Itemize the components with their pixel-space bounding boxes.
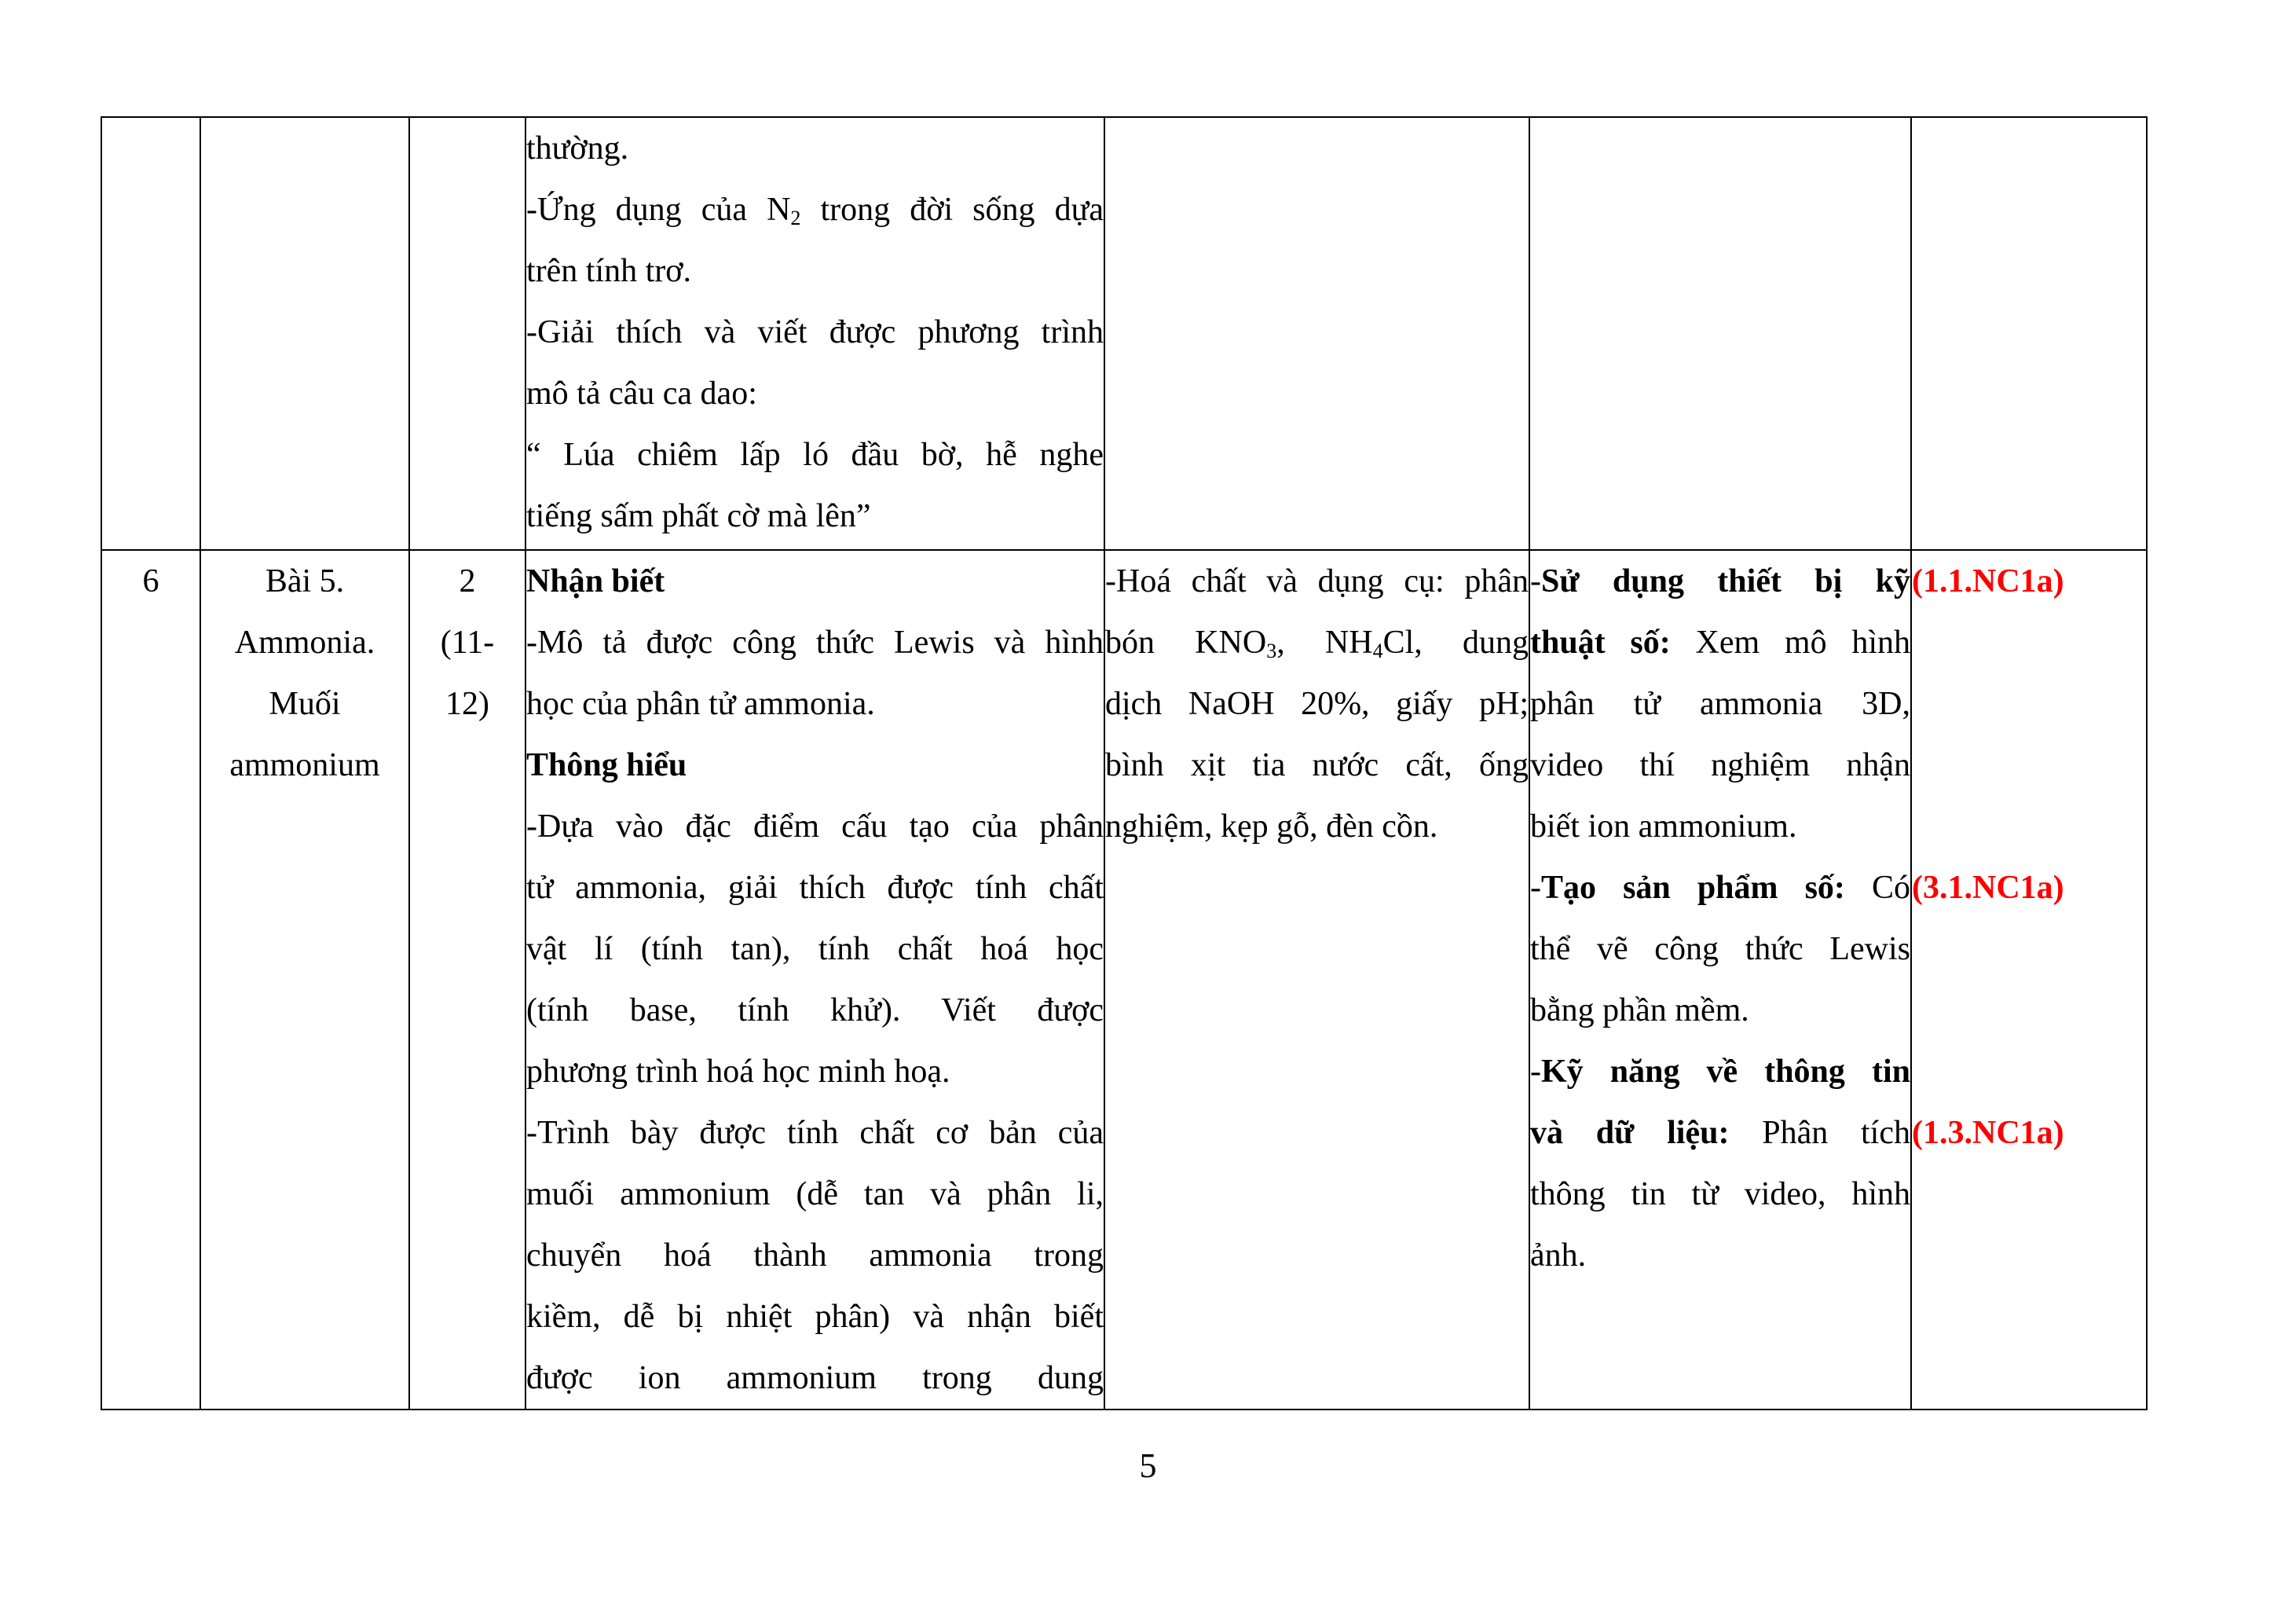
text-line: thuật số: Xem mô hình	[1530, 625, 1910, 661]
periods-line: 2	[459, 563, 476, 599]
cell-digital-competence	[1529, 550, 1911, 1410]
text-line: -Ứng dụng của $N_2$ trong đời sống dựa	[526, 192, 1104, 229]
text-line: -Dựa vào đặc điểm cấu tạo của phân	[526, 808, 1104, 845]
text-line: ảnh.	[1530, 1237, 1587, 1274]
heading-recognition: Nhận biết	[526, 563, 665, 599]
lesson-line: Muối	[269, 686, 341, 722]
text-line: -Trình bày được tính chất cơ bản của	[526, 1115, 1104, 1151]
text-line: -Kỹ năng về thông tin	[1530, 1054, 1910, 1090]
table-row-continued	[101, 117, 2147, 550]
cell-equipment	[1104, 550, 1529, 1410]
periods-line: (11-	[440, 625, 495, 661]
lesson-line: Ammonia.	[234, 625, 375, 661]
text-line: phương trình hoá học minh hoạ.	[526, 1054, 950, 1090]
text-line: vật lí (tính tan), tính chất hoá học	[526, 931, 1104, 967]
text-line: -Hoá chất và dụng cụ: phân	[1105, 563, 1529, 599]
text-line: tử ammonia, giải thích được tính chất	[526, 870, 1104, 906]
cell-stt	[101, 550, 200, 1410]
lesson-line: Bài 5.	[265, 563, 345, 599]
periods-line: 12)	[445, 686, 489, 722]
text-line: thông tin từ video, hình	[1530, 1176, 1910, 1212]
text-line: dịch NaOH 20%, giấy pH;	[1105, 686, 1529, 722]
table-row-6	[101, 550, 2147, 1410]
text-line: trên tính trơ.	[526, 253, 691, 289]
text-line: thể vẽ công thức Lewis	[1530, 931, 1910, 967]
text-line: phân tử ammonia 3D,	[1530, 686, 1910, 722]
cell-periods	[409, 550, 525, 1410]
text-line: bón $KNO_3$, $NH_4Cl$, dung	[1105, 625, 1529, 662]
cell-requirements	[525, 550, 1104, 1410]
competence-code: (1.3.NC1a)	[1912, 1115, 2064, 1151]
text-line: -Giải thích và viết được phương trình	[526, 314, 1104, 350]
cell-periods-empty	[409, 117, 525, 550]
text-line: (tính base, tính khử). Viết được	[526, 992, 1104, 1028]
text-line: “ Lúa chiêm lấp ló đầu bờ, hễ nghe	[526, 437, 1104, 473]
heading-understanding: Thông hiểu	[526, 747, 687, 783]
text-line: biết ion ammonium.	[1530, 808, 1797, 845]
text-line: kiềm, dễ bị nhiệt phân) và nhận biết	[526, 1299, 1104, 1335]
cell-lesson-empty	[200, 117, 409, 550]
text-line: mô tả câu ca dao:	[526, 376, 757, 412]
text-line: chuyển hoá thành ammonia trong	[526, 1237, 1104, 1274]
competence-code: (1.1.NC1a)	[1912, 563, 2064, 599]
text-line: học của phân tử ammonia.	[526, 686, 875, 722]
text-line: và dữ liệu: Phân tích	[1530, 1115, 1910, 1151]
plan-table	[101, 116, 2148, 1410]
text-line: nghiệm, kẹp gỗ, đèn cồn.	[1105, 808, 1438, 845]
cell-competence-codes	[1911, 550, 2147, 1410]
cell-stt-empty	[101, 117, 200, 550]
lesson-line: ammonium	[229, 747, 380, 783]
page-number: 5	[1139, 1446, 1157, 1485]
text-line: bình xịt tia nước cất, ống	[1105, 747, 1529, 783]
text-line: -Sử dụng thiết bị kỹ	[1530, 563, 1910, 599]
cell-digital-empty	[1529, 117, 1911, 550]
competence-code: (3.1.NC1a)	[1912, 870, 2064, 906]
cell-requirements-continued	[525, 117, 1104, 550]
spacer	[1912, 612, 2146, 857]
spacer	[1912, 918, 2146, 1102]
text-line: tiếng sấm phất cờ mà lên”	[526, 498, 871, 534]
text-line: thường.	[526, 130, 629, 167]
text-line: muối ammonium (dễ tan và phân li,	[526, 1176, 1104, 1212]
text-line: -Mô tả được công thức Lewis và hình	[526, 625, 1104, 661]
row-number: 6	[142, 563, 159, 599]
text-line: bằng phần mềm.	[1530, 992, 1749, 1028]
cell-code-empty	[1911, 117, 2147, 550]
cell-lesson	[200, 550, 409, 1410]
text-line: video thí nghiệm nhận	[1530, 747, 1910, 783]
text-line: được ion ammonium trong dung	[526, 1360, 1104, 1396]
text-line: -Tạo sản phẩm số: Có	[1530, 870, 1910, 906]
cell-equipment-empty	[1104, 117, 1529, 550]
